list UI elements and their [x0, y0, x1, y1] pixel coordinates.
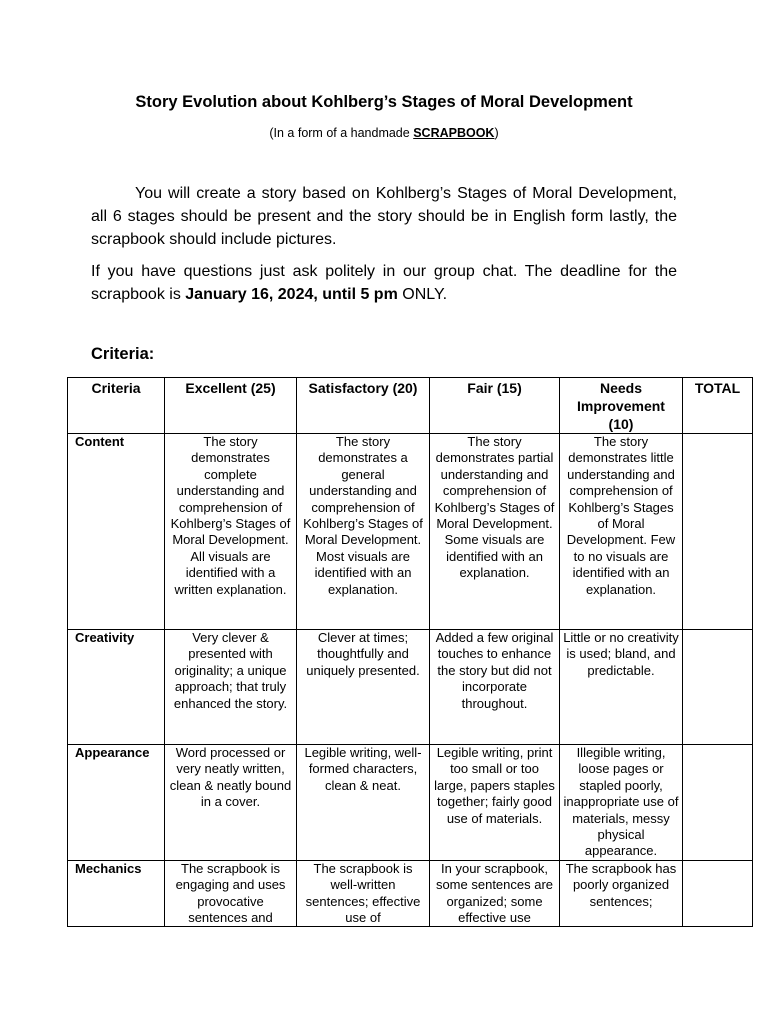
instructions-paragraph: You will create a story based on Kohlberg’s Stages of Moral Development, all 6 stages should be present and the story should be in English form lastly, the scrapbook should include pictures.: [91, 185, 677, 248]
header-criteria: Criteria: [68, 378, 165, 434]
subtitle-prefix: (In a form of a handmade: [269, 126, 414, 140]
document-subtitle: [0, 126, 768, 140]
cell-needs-improvement: The scrapbook has poorly organized sentences;: [560, 860, 683, 927]
cell-fair: Added a few original touches to enhance the story but did not incorporate throughout.: [430, 630, 560, 745]
cell-excellent: Very clever & presented with originality; a unique approach; that truly enhanced the story.: [165, 630, 297, 745]
row-label: Content: [68, 434, 165, 630]
header-excellent: Excellent (25): [165, 378, 297, 434]
cell-total: [683, 860, 753, 927]
cell-needs-improvement: Little or no creativity is used; bland, and predictable.: [560, 630, 683, 745]
rubric-header-row: [68, 378, 753, 434]
cell-needs-improvement: Illegible writing, loose pages or stapled poorly, inappropriate use of materials, messy physical appearance.: [560, 745, 683, 861]
subtitle-keyword: SCRAPBOOK: [413, 126, 495, 140]
rubric-row-creativity: [68, 630, 753, 745]
row-label: Appearance: [68, 745, 165, 861]
deadline-text-prefix: If you have questions just ask politely in our group chat. The deadline for the scrapbook is: [91, 263, 677, 303]
row-label: Mechanics: [68, 860, 165, 927]
cell-satisfactory: Legible writing, well-formed characters, clean & neat.: [297, 745, 430, 861]
cell-satisfactory: The story demonstrates a general understanding and comprehension of Kohlberg’s Stages of Moral Development. Most visuals are identified with an explanation.: [297, 434, 430, 630]
rubric-row-content: [68, 434, 753, 630]
cell-total: [683, 630, 753, 745]
cell-fair: In your scrapbook, some sentences are organized; some effective use: [430, 860, 560, 927]
cell-satisfactory: The scrapbook is well-written sentences; effective use of: [297, 860, 430, 927]
cell-excellent: Word processed or very neatly written, clean & neatly bound in a cover.: [165, 745, 297, 861]
header-total: TOTAL: [683, 378, 753, 434]
cell-excellent: The scrapbook is engaging and uses provocative sentences and: [165, 860, 297, 927]
rubric-row-mechanics: [68, 860, 753, 927]
cell-satisfactory: Clever at times; thoughtfully and uniquely presented.: [297, 630, 430, 745]
cell-fair: The story demonstrates partial understanding and comprehension of Kohlberg’s Stages of Moral Development. Some visuals are identified with an explanation.: [430, 434, 560, 630]
rubric-row-appearance: [68, 745, 753, 861]
subtitle-suffix: ): [494, 126, 499, 140]
cell-excellent: The story demonstrates complete understanding and comprehension of Kohlberg’s Stages of Moral Development. All visuals are identified with a written explanation.: [165, 434, 297, 630]
header-satisfactory: Satisfactory (20): [297, 378, 430, 434]
cell-total: [683, 745, 753, 861]
cell-fair: Legible writing, print too small or too large, papers staples together; fairly good use of materials.: [430, 745, 560, 861]
header-needs-improvement: Needs Improvement (10): [560, 378, 683, 434]
deadline-text-suffix: ONLY.: [397, 286, 448, 303]
deadline-date: January 16, 2024, until 5 pm: [185, 286, 398, 303]
rubric-table: [67, 377, 753, 927]
document-title: Story Evolution about Kohlberg’s Stages of Moral Development: [135, 93, 633, 111]
header-fair: Fair (15): [430, 378, 560, 434]
deadline-paragraph: [91, 260, 677, 306]
row-label: Creativity: [68, 630, 165, 745]
criteria-heading: Criteria:: [91, 345, 155, 363]
cell-needs-improvement: The story demonstrates little understanding and comprehension of Kohlberg’s Stages of Moral Development. Few to no visuals are identified with an explanation.: [560, 434, 683, 630]
cell-total: [683, 434, 753, 630]
